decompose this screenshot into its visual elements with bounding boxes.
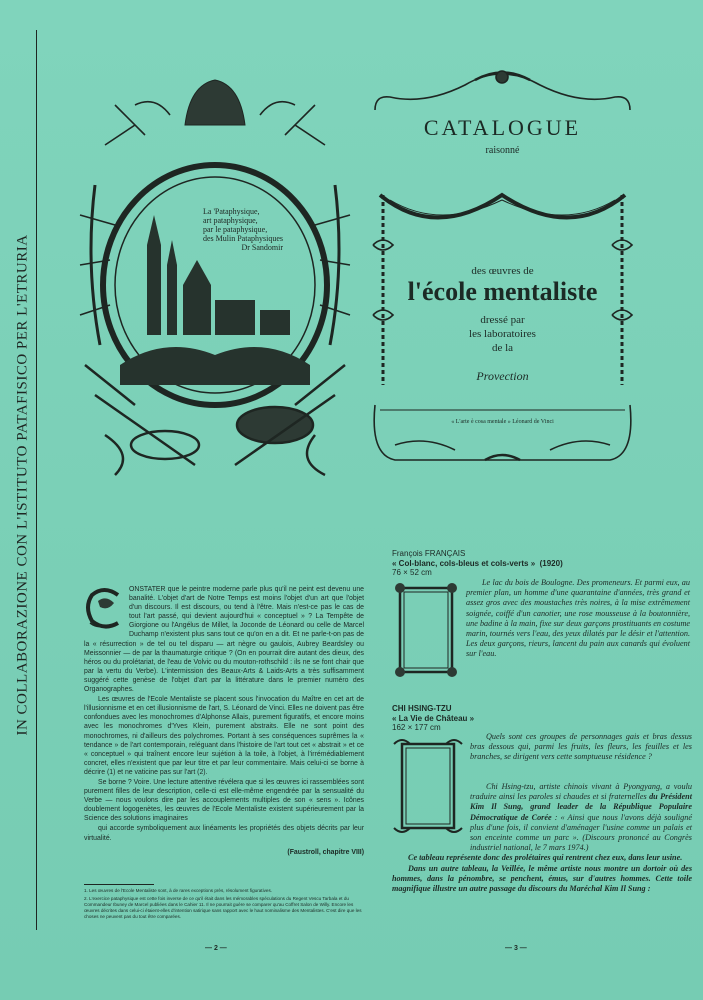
artwork2-paragraph: Dans un autre tableau, la Veillée, le même artiste nous montre un dortoir où des hommes, dans la pénombre, se penchent, émus, sur d'autres hommes. Cette toile magnifique illustre un autre passage du discours du Maréchal Kim Il Sung : bbox=[392, 863, 692, 894]
artwork1-header bbox=[392, 549, 563, 578]
catalogue-title-page bbox=[365, 65, 640, 470]
footnote: 2. L'exercice pataphysique est cette fois inverse de ce qu'il était dans les mémorables spéculations du Regent Vescu Tarbala et du Commandeur Ibuney de Marcel publiées dans le Cahier 11. Il ne pourrait guère se comparer qu'au Coffret Salon de Willy. Encore les œuvres décrites dans celui-ci étaient-elles d'intention satirique sans rapport avec le haut nominalisme des Mentalistes. C'est dire que les choses ne peuvent pas du tout être comparées. bbox=[84, 896, 362, 919]
artwork1-dims: 76 × 52 cm bbox=[392, 568, 432, 577]
catalogue-quote: « L'arte è cosa mentale » Léonard de Vinci bbox=[451, 419, 554, 425]
artwork2-quote: : « Ainsi que nous l'avons déjà souligné plus d'une fois, il convient d'aménager l'usine comme un palais et son enceinte comme un parc ». (Discours prononcé au Congrès industriel national, le 7 mars 1974.) bbox=[470, 812, 692, 853]
artwork2-dims: 162 × 177 cm bbox=[392, 723, 441, 732]
catalogue-title: CATALOGUE bbox=[423, 115, 582, 140]
page-number-right: — 3 — bbox=[505, 945, 527, 952]
essay-column bbox=[84, 585, 364, 858]
caption-line: par le pataphysique, bbox=[203, 225, 268, 234]
footnote-rule bbox=[84, 884, 154, 885]
essay-text: ONSTATER que le peintre moderne parle plus qu'il ne peint est devenu une banalité. L'objet d'art de Notre Temps est moins l'objet d'un art que l'objet d'un discours. Il est discours, ou tend à l'être. Mais n'est-ce pas le cas de tout l'art passé, qui devient aujourd'hui « conceptuel » ? La Tempête de Giorgione ou l'Angélus de Millet, la Joconde de Léonard ou celle de Marcel Duchamp n'existent plus sans tout ce qu'on en a dit. Et ne parle-t-on pas de la « résurrection » de tel ou tel disparu — art nègre ou gaulois, Aubrey Beardsley ou Meissonnier — de par la thaumaturgie critique ? (On en pourrait dire autant des dieux, des héros ou du prolétariat, de l'eau de Volvic ou du mouton-rothschild : ils ne se font chair que par la vertu du Verbe). L'intermission des Beaux-Arts & Laids-Arts a très suffisamment suggéré cette genèse de l'objet d'art par la littérature dans le premier numéro des Organographes. bbox=[84, 586, 364, 694]
essay-paragraph: Les œuvres de l'Ecole Mentaliste se placent sous l'invocation du Maître en cet art de l'illusionnisme et en cet illusionnisme de l'art, S. Léonard de Vinci. Elles ne doivent pas être confondues avec les monochromes d'Alphonse Allais, purement figuratifs, et encore moins avec les monochromes d'Yves Klein, purement abstraits. Elle ne sont point des monochromes, ni d'ailleurs des polychromes. Portant à ses conséquences suprêmes la « tendance » de l'art contemporain, reléguant dans l'histoire de l'art tout cet « abstrait » et ce « conceptuel » qui traînent encore leur sujétion à la toile, à l'objet, à l'irrémédiablement concret, elles n'existent que par leur titre et par leur commentaire. Mais celui-ci se borne à décrire (1) et ne vaticine pas sur l'art (2). bbox=[84, 696, 364, 776]
artwork2-paragraph: Quels sont ces groupes de personnages gais et bras dessus bras dessous qui, parmi les fruits, les fleurs, les feuilles et les branches, se dirigent vers cette somptueuse résidence ? bbox=[470, 732, 692, 762]
artwork1-description: Le lac du bois de Boulogne. Des promeneurs. Et parmi eux, au premier plan, un homme d'une quarantaine d'années, très grand et assez gros avec des moustaches très noires, à la mise extrêmement soignée, coiffé d'un canotier, une rose mousseuse à la boutonnière, une badine à la main, fixe sur deux garçons prostituants en costume marin, tournés vers l'eau, des yeux dilatés par le désir et l'attention. Les deux garçons, rieurs, lancent du pain aux canards qui évoluent sur l'eau. bbox=[466, 578, 690, 659]
page-number-left: — 2 — bbox=[205, 945, 227, 952]
vertical-credit-text: IN COLLABORAZIONE CON L'ISTITUTO PATAFISICO PER L'ETRURIA bbox=[14, 234, 31, 736]
dresse-line: de la bbox=[491, 342, 514, 354]
artwork2-text-upper bbox=[470, 732, 692, 763]
essay-paragraph bbox=[84, 585, 364, 694]
artwork1-year: (1920) bbox=[539, 558, 563, 568]
artwork1-frame bbox=[392, 580, 460, 680]
caption-line: art pataphysique, bbox=[203, 216, 258, 225]
margin-rule bbox=[36, 30, 37, 930]
catalogue-des-oeuvres: des œuvres de bbox=[471, 265, 534, 277]
essay-paragraph: Se borne ? Voire. Une lecture attentive révélera que si les œuvres ici rassemblées sont purement filles de leur description, celle-ci est elle-même engendrée par la sensualité du Verbe — nous voulons dire par les accouplements multiples de son « sens ». Icônes doublement logogenètes, les œuvres de l'Ecole Mentaliste existent supérieurement par la Science des solutions imaginaires bbox=[84, 778, 364, 823]
footnotes bbox=[84, 888, 364, 922]
artwork2-kim-reference: du Président Kim Il Sung, grand leader de la République Populaire Démocratique de Corée bbox=[470, 792, 692, 822]
artwork2-paragraph: Chi Hsing-tzu, artiste chinois vivant à Pyongyang, a voulu traduire ainsi les paroles si chaudes et si fraternelles bbox=[470, 782, 692, 802]
dropcap-illustration bbox=[84, 585, 126, 631]
caption-line: des Mulin Pataphysiques bbox=[203, 234, 283, 243]
catalogue-dresse bbox=[365, 313, 640, 355]
engraving-caption bbox=[203, 207, 283, 252]
artwork2-paragraph: Ce tableau représente donc des prolétaires qui rentrent chez eux, dans leur usine. bbox=[408, 853, 683, 863]
footnote: 1. Les œuvres de l'Ecole Mentaliste sont, à de rares exceptions près, résolument figuratives. bbox=[84, 888, 273, 893]
catalogue-provection: Provection bbox=[476, 369, 529, 383]
dresse-line: les laboratoires bbox=[469, 328, 536, 340]
essay-paragraph: qui accorde symboliquement aux linéaments les propriétés des objets décrits par leur virtualité. bbox=[84, 825, 364, 842]
catalogue-subtitle: raisonné bbox=[485, 145, 520, 156]
essay-signature: (Faustroll, chapitre VIII) bbox=[287, 848, 364, 856]
artwork2-header bbox=[392, 704, 474, 733]
artwork1-artist: François FRANÇAIS bbox=[392, 549, 466, 558]
artwork1-title: « Col-blanc, cols-bleus et cols-verts » bbox=[392, 558, 536, 568]
caption-line: Dr Sandomir bbox=[241, 243, 283, 252]
engraving-illustration bbox=[75, 65, 355, 480]
artwork1-description-box bbox=[466, 578, 690, 660]
catalogue-school-name: l'école mentaliste bbox=[407, 277, 598, 306]
caption-line: La 'Pataphysique, bbox=[203, 207, 260, 216]
artwork2-artist: CHI HSING-TZU bbox=[392, 704, 452, 713]
dresse-line: dressé par bbox=[480, 314, 525, 326]
vertical-credit bbox=[12, 40, 34, 930]
artwork2-text-lower bbox=[392, 782, 692, 894]
artwork2-title: « La Vie de Château » bbox=[392, 713, 475, 723]
